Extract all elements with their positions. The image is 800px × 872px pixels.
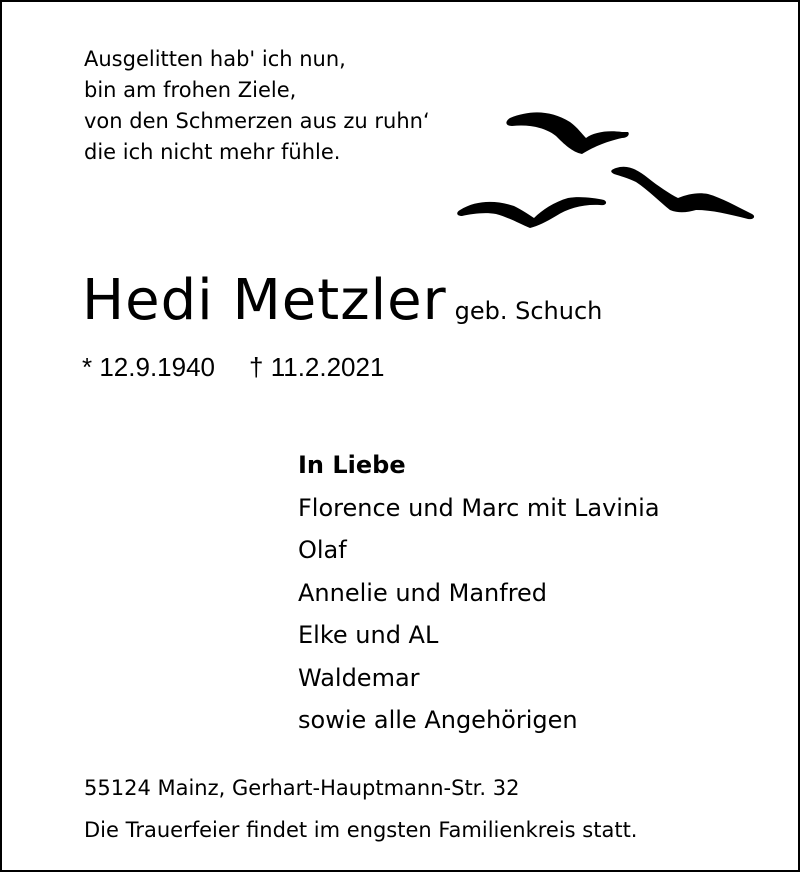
poem xyxy=(84,44,430,168)
mourner-entry: Elke und AL xyxy=(298,621,439,649)
bird-shape xyxy=(457,197,606,228)
poem-line: von den Schmerzen aus zu ruhn‘ xyxy=(84,109,430,133)
mourners-heading: In Liebe xyxy=(298,451,406,479)
poem-line: bin am frohen Ziele, xyxy=(84,78,297,102)
life-dates xyxy=(82,352,384,383)
service-note: Die Trauerfeier findet im engsten Familienkreis statt. xyxy=(84,818,638,842)
flying-birds-icon xyxy=(452,102,762,232)
poem-line: Ausgelitten hab' ich nun, xyxy=(84,47,346,71)
death-date: † 11.2.2021 xyxy=(249,352,385,382)
address: 55124 Mainz, Gerhart-Hauptmann-Str. 32 xyxy=(84,776,520,800)
deceased-name-row xyxy=(82,268,602,333)
mourner-entry: Olaf xyxy=(298,536,347,564)
maiden-name: geb. Schuch xyxy=(454,297,603,325)
mourner-entry: Annelie und Manfred xyxy=(298,578,548,607)
bird-shape xyxy=(611,167,754,219)
birth-date: * 12.9.1940 xyxy=(82,352,216,382)
mourner-entry: sowie alle Angehörigen xyxy=(298,706,578,734)
bird-shape xyxy=(506,112,628,154)
mourner-entry: Florence und Marc mit Lavinia xyxy=(298,493,660,522)
poem-line: die ich nicht mehr fühle. xyxy=(84,140,341,164)
mourner-entry: Waldemar xyxy=(298,663,420,692)
deceased-name: Hedi Metzler xyxy=(82,268,447,333)
mourners-list xyxy=(298,444,660,742)
